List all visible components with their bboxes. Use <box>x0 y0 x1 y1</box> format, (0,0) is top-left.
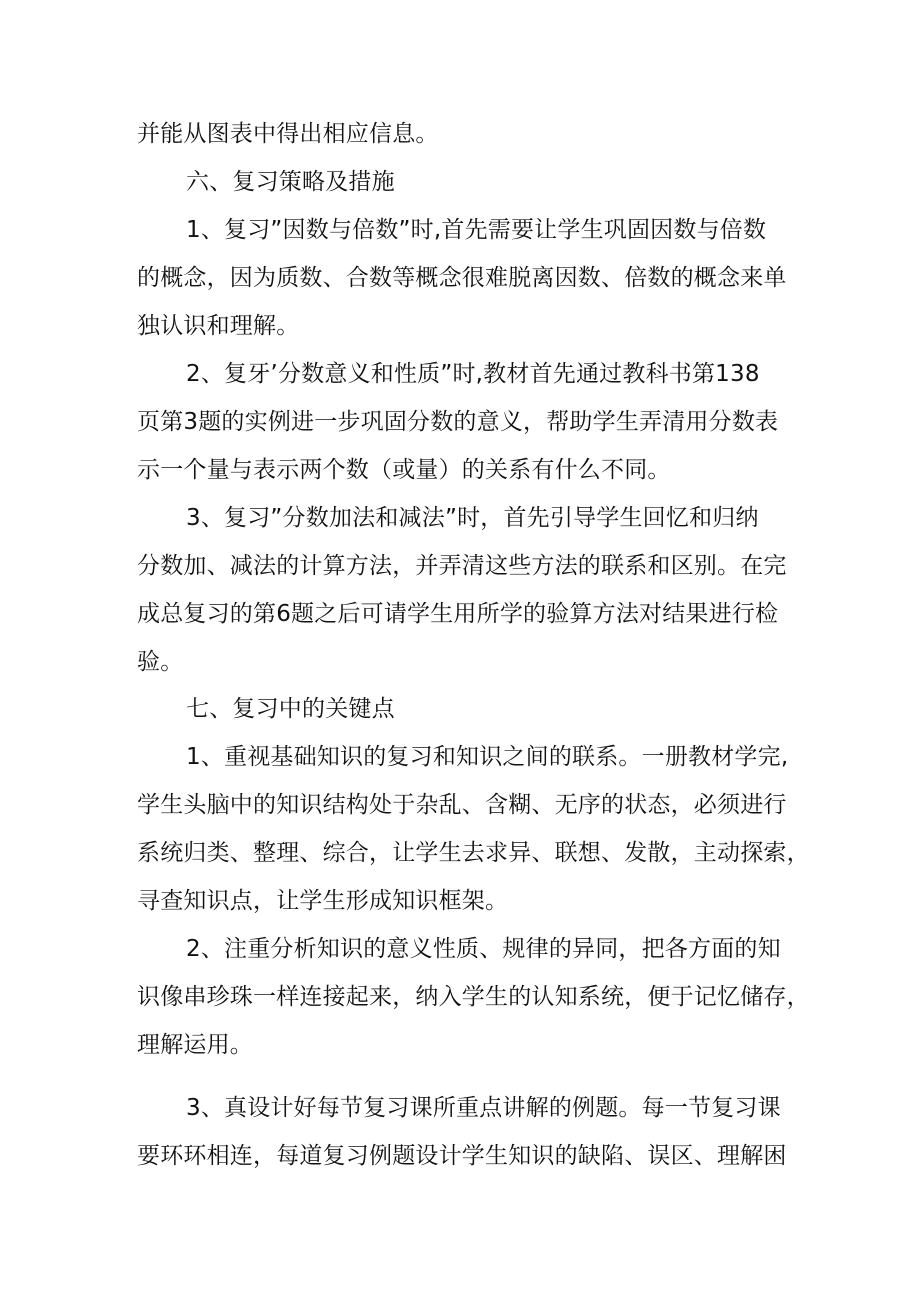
text-line: 并能从图表中得出相应信息。 <box>137 121 439 147</box>
text-line: 理解运用。 <box>137 1032 253 1058</box>
text-line: 1、复习”因数与倍数”时,首先需要让学生巩固因数与倍数 <box>186 217 767 243</box>
text-line: 页第3题的实例进一步巩固分数的意义，帮助学生弄清用分数表 <box>137 409 779 435</box>
text-line: 学生头脑中的知识结构处于杂乱、含糊、无序的状态，必须进行 <box>137 792 787 818</box>
text-line: 分数加、减法的计算方法，并弄清这些方法的联系和区别。在完 <box>137 553 787 579</box>
text-line: 要环环相连，每道复习例题设计学生知识的缺陷、误区、理解困 <box>137 1143 787 1169</box>
text-line: 独认识和理解。 <box>137 313 300 339</box>
text-line: 2、注重分析知识的意义性质、规律的异同，把各方面的知 <box>186 936 781 962</box>
text-line: 2、复牙’分数意义和性质”时,教材首先通过教科书第138 <box>186 361 760 387</box>
text-line: 3、真设计好每节复习课所重点讲解的例题。每一节复习课 <box>186 1095 781 1121</box>
text-line: 验。 <box>137 649 184 675</box>
text-line: 寻查知识点，让学生形成知识框架。 <box>137 888 509 914</box>
text-line: 示一个量与表示两个数（或量）的关系有什么不同。 <box>137 457 671 483</box>
text-line: 的概念，因为质数、合数等概念很难脱离因数、倍数的概念来单 <box>137 265 787 291</box>
section-heading-key-points: 七、复习中的关键点 <box>186 696 395 722</box>
text-line: 系统归类、整理、综合，让学生去求异、联想、发散，主动探索， <box>137 840 810 866</box>
section-heading-strategies: 六、复习策略及措施 <box>186 169 395 195</box>
text-line: 成总复习的第6题之后可请学生用所学的验算方法对结果进行检 <box>137 601 779 627</box>
text-line: 3、复习”分数加法和减法”时，首先引导学生回忆和归纳 <box>186 505 759 531</box>
text-line: 识像串珍珠一样连接起来，纳入学生的认知系统，便于记忆储存， <box>137 984 810 1010</box>
text-line: 1、重视基础知识的复习和知识之间的联系。一册教材学完, <box>186 744 789 770</box>
